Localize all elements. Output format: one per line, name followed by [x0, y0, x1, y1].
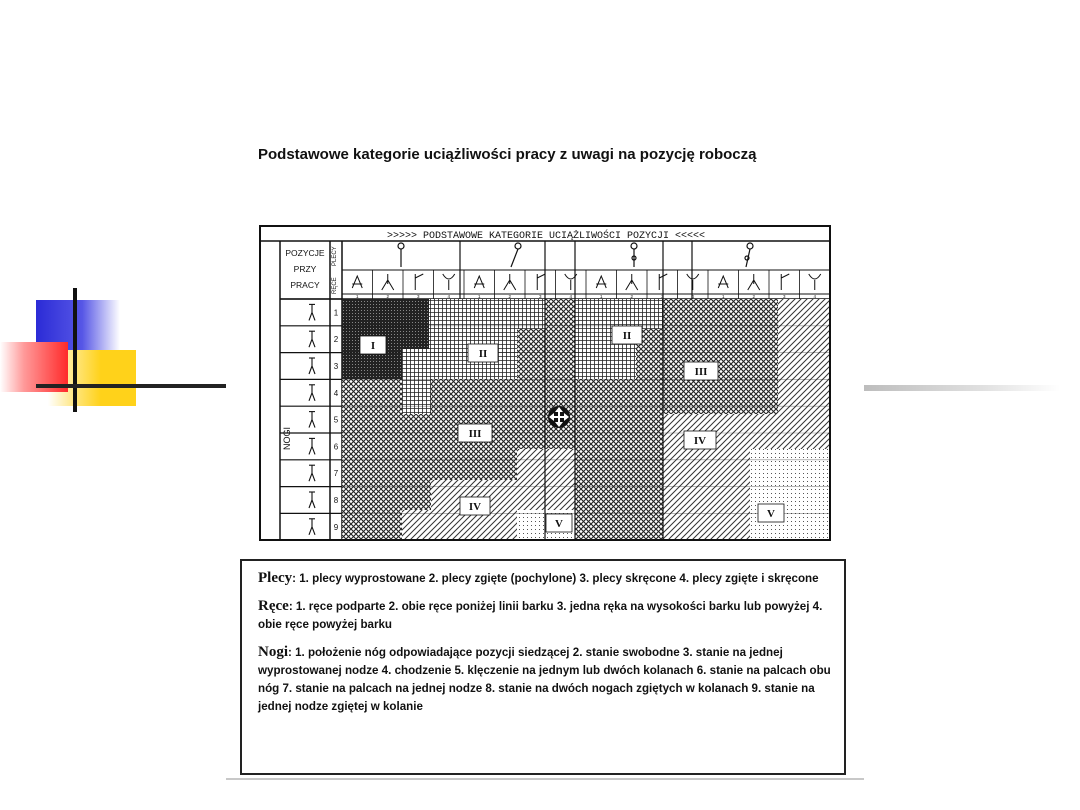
row-header-line3: PRACY — [290, 280, 320, 290]
slide-image — [226, 124, 864, 784]
vertical-line-decoration — [73, 288, 77, 412]
column-number: 4 — [813, 294, 817, 299]
table-header-text: >>>>> PODSTAWOWE KATEGORIE UCIĄŻLIWOŚCI POZYCJI <<<<< — [386, 231, 706, 242]
legend-plecy-text: : 1. plecy wyprostowane 2. plecy zgięte (pochylone) 3. plecy skręcone 4. plecy zgięte i skręcone — [292, 572, 819, 585]
column-number: 1 — [355, 294, 359, 299]
nogi-axis-label: NOGI — [282, 426, 292, 450]
column-number: 2 — [752, 294, 756, 299]
column-number: 1 — [721, 294, 725, 299]
legend-nogi — [258, 643, 836, 716]
column-number: 2 — [630, 294, 634, 299]
rece-axis-label: RĘCE — [332, 277, 338, 294]
legend-plecy — [258, 569, 836, 588]
column-number: 3 — [660, 294, 664, 299]
column-number: 1 — [477, 294, 481, 299]
row-number: 9 — [333, 522, 339, 532]
row-number: 8 — [333, 496, 339, 505]
row-number: 1 — [333, 308, 339, 318]
horizontal-line-decoration — [36, 384, 226, 388]
row-number: 2 — [333, 335, 339, 345]
right-line-decoration — [864, 385, 1060, 391]
plecy-axis-label: PLECY — [332, 246, 338, 266]
column-number: 3 — [782, 294, 786, 299]
category-label-7: IV — [468, 501, 482, 513]
legend-nogi-label: Nogi — [258, 644, 288, 660]
legend-plecy-label: Plecy — [258, 570, 293, 586]
region-v-right — [750, 449, 830, 540]
column-number: 3 — [538, 294, 542, 299]
column-number: 2 — [508, 294, 512, 299]
column-number: 4 — [691, 294, 695, 299]
row-header-line2: PRZY — [293, 264, 317, 274]
category-label-8: V — [555, 518, 563, 530]
column-number: 4 — [447, 294, 451, 299]
row-number: 4 — [333, 388, 339, 398]
column-number: 3 — [416, 294, 420, 299]
legend-nogi-text: : 1. położenie nóg odpowiadające pozycji siedzącej 2. stanie swobodne 3. stanie na jednej wyprostowanej nodze 4. chodzenie 5. klęczenie na jednym lub dwóch kolanach 6. stanie na palcach obu nóg 7. stanie na palcach na jednej nodze 8. stanie na dwóch nogach zgiętych w kolanach 9. stanie na jednej nodze zgiętej w kolanie — [258, 646, 831, 713]
category-label-5: III — [468, 428, 482, 440]
move-cursor-icon — [548, 406, 570, 428]
row-number: 6 — [333, 442, 339, 452]
figure-title: Podstawowe kategorie uciążliwości pracy z uwagi na pozycję roboczą — [258, 146, 757, 163]
category-label-2: II — [478, 348, 488, 360]
row-number: 3 — [333, 362, 339, 371]
category-label-1: I — [370, 340, 376, 352]
row-number: 7 — [333, 469, 339, 479]
legend-rece-text: : 1. ręce podparte 2. obie ręce poniżej linii barku 3. jedna ręka na wysokości barku lub powyżej 4. obie ręce powyżej barku — [258, 600, 823, 631]
region-iii-strip — [545, 299, 575, 379]
bottom-rule — [226, 778, 864, 780]
legend-rece-label: Ręce — [258, 598, 289, 614]
category-label-4: III — [694, 366, 708, 378]
category-diagram — [226, 124, 864, 554]
legend-rece — [258, 597, 836, 634]
column-number: 4 — [569, 294, 573, 299]
row-number: 5 — [333, 415, 339, 425]
column-number: 1 — [599, 294, 603, 299]
row-numbers — [334, 308, 339, 531]
category-label-9: V — [767, 508, 775, 520]
legend-box — [240, 559, 846, 775]
row-header-line1: POZYCJE — [285, 248, 325, 258]
category-label-3: II — [622, 330, 632, 342]
category-label-6: IV — [693, 435, 707, 447]
column-number: 2 — [386, 294, 390, 299]
